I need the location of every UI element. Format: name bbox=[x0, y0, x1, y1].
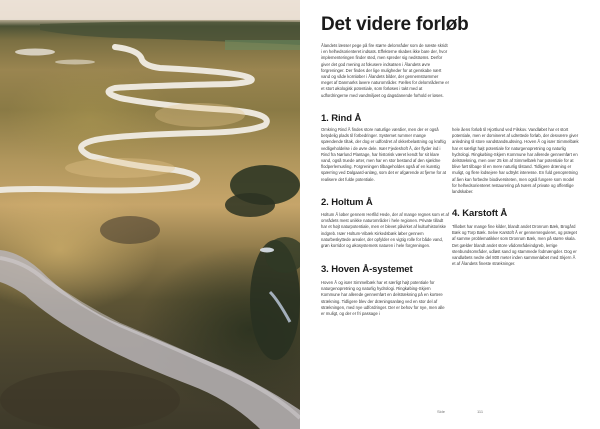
section-body-holtum-a: Holtum Å løber gennem Herfild Hede, der af mange regnes som et af områdets mest unikke naturområder i hele regionen. Private tilladt har et højt naturpotentiale, men er blevet påvirket af kulturhistoriske indgreb. Især Holtum-Vibæk Kirkedsbæk løber gennem naturbeskyttede arealer, der opfylder en vigtig rolle for både vand, grøn korridor og økosystemets naturen i hele forgreningen. bbox=[321, 212, 450, 249]
section-heading-holtum-a: 2. Holtum Å bbox=[321, 197, 373, 208]
section-heading-hoven-a-systemet: 3. Hoven Å-systemet bbox=[321, 264, 413, 275]
footer-page-number: 111 bbox=[477, 409, 484, 414]
section-body-hoven-a-systemet: Hoven Å og især Simmelbæk har et særligt højt potentiale for naturgenopretning og naturlig hydrologi. Ringkøbing-Skjern Kommune har allerede gennemført en delstrækning på en kortere strækning. Tidligere blev der dræningsanlæg ved en stor del af strækningen, med nye udfordringer. Der er behov for nye, men alle er muligt, og der er fri passage i bbox=[321, 280, 445, 317]
section-body-rind-a: Omkring Rind Å findes store naturlige værdier, men der er også betydelig plads til forbedringer. Systemet rummer mange spændende tiltak, der dog er udfordret af okkerbelastning og kraftig vedligeholdelse i de øvre dele. Især Fjedeshoft Å, der flyder ind i Rind fra Nørlund Plantage, har historisk været kendt for sit klare vand, også truede arter, men har en stor bestand af den sjældne flodperlemusling. Forgreningen tilbageholdes også af en kunstig spærring ved Dalgaard-anlæg, som det er afgørende at fjerne for at realisere det fulde potentiale. bbox=[321, 127, 446, 182]
section-body-karstoft-a: Tilløbet har mange fine kilder, blandt andet Dronrum Bæk, Brogård Bæk og Torp Bæk. Selve Karstoft Å er gennemreguleret, og præget af samme problematikker som Dronrum Bæk, men på større skala. Det gælder blandt andet store vådområdeindgreb, lerrige stenbundsområder, udløst sand og stammede fodmængder. Dog er vandløbets nedre del 800 meter inden sammenløbet med Skjern Å et af Ålandets fineste strækninger. bbox=[452, 224, 577, 267]
intro-paragraph: Ålandets læsser pege på fire større delområder som de næste skridt i en helhedsorienteret indsats. Effekterne skabes ikke bare der, hvor implementeringen finder sted, men spreder sig nedstrøms. Derfor giver det god mening at fokusere indsatsen i Ålandets øvre forgreninger. Der findes der lige muligheder for at genskabe nært vand og våde kornløber i Ålandets bilder, der gennemstrømmer meget af Danmarks lavere naturområder. Fælles for delområderne er et stort økologisk potentiale, som forløses i takt med at udfordringerne med vandmiljøet og dagsdanende forhold er løses. bbox=[321, 43, 450, 98]
footer-page-label: Side bbox=[437, 409, 446, 414]
section-heading-rind-a: 1. Rind Å bbox=[321, 113, 362, 124]
section-body-hoven-continued: hele åens forløb til Hjortlund ved Filskov. Vandløbet har et stort potentiale, men er domineret af udrettede forløb, der desværre giver anledning til store vandstandsudsving. Hoven Å og især Simmelbæk har et særligt højt potentiale for naturgenopretning og naturlig hydrologi. Ringkøbing-Skjern Kommune har allerede gennemført en delstrækning, men over 25 km af Simmelbæk har potentiale for at blive ført tilbage til en mere naturlig tilstand. Tidligere dræning er muligt, og flere lodsejere har udtrykt interesse. En fuld genopretning af åen kan forbedre biodiversiteten, men også fungere som model for helhedsorienteret restaurering på tværs af private og offentlige landskaber. bbox=[452, 127, 579, 195]
page-title: Det videre forløb bbox=[321, 14, 469, 35]
section-heading-karstoft-a: 4. Karstoft Å bbox=[452, 208, 508, 219]
text-page bbox=[300, 0, 600, 429]
